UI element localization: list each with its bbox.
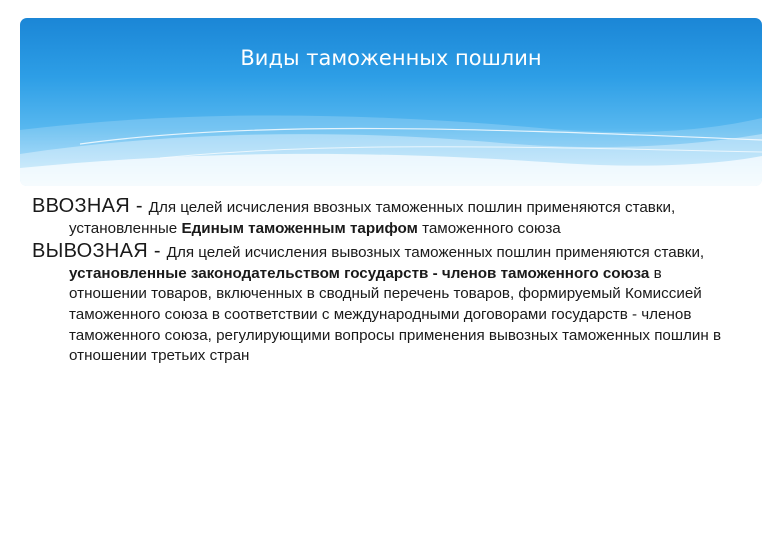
export-duty-legislation: установленные законодательством государств - членов таможенного союза xyxy=(69,264,650,282)
export-duty-text-end: в отношении товаров, включенных в сводный перечень товаров, формируемый Комиссией таможенного союза в соответствии с международными договорами государств - членов таможенного союза, регулирующими вопросы применения вывозных таможенных пошлин в отношении третьих стран xyxy=(69,264,722,365)
import-duty-text: Для целей исчисления ввозных таможенных пошлин применяются ставки, установленные xyxy=(69,199,676,237)
import-duty-text-end: таможенного союза xyxy=(417,219,561,237)
import-duty-paragraph xyxy=(32,196,722,239)
export-duty-text: Для целей исчисления вывозных таможенных пошлин применяются ставки, xyxy=(166,244,705,262)
export-duty-paragraph xyxy=(32,241,722,367)
slide-content xyxy=(32,196,722,369)
title-banner xyxy=(20,18,762,186)
wave-decoration xyxy=(20,18,762,186)
import-duty-term: ВВОЗНАЯ xyxy=(32,195,130,217)
slide-title: Виды таможенных пошлин xyxy=(240,46,542,70)
export-duty-term: ВЫВОЗНАЯ xyxy=(32,240,148,263)
import-duty-tariff: Единым таможенным тарифом xyxy=(181,219,418,237)
export-duty-dash: - xyxy=(147,240,167,263)
import-duty-dash: - xyxy=(129,195,149,217)
